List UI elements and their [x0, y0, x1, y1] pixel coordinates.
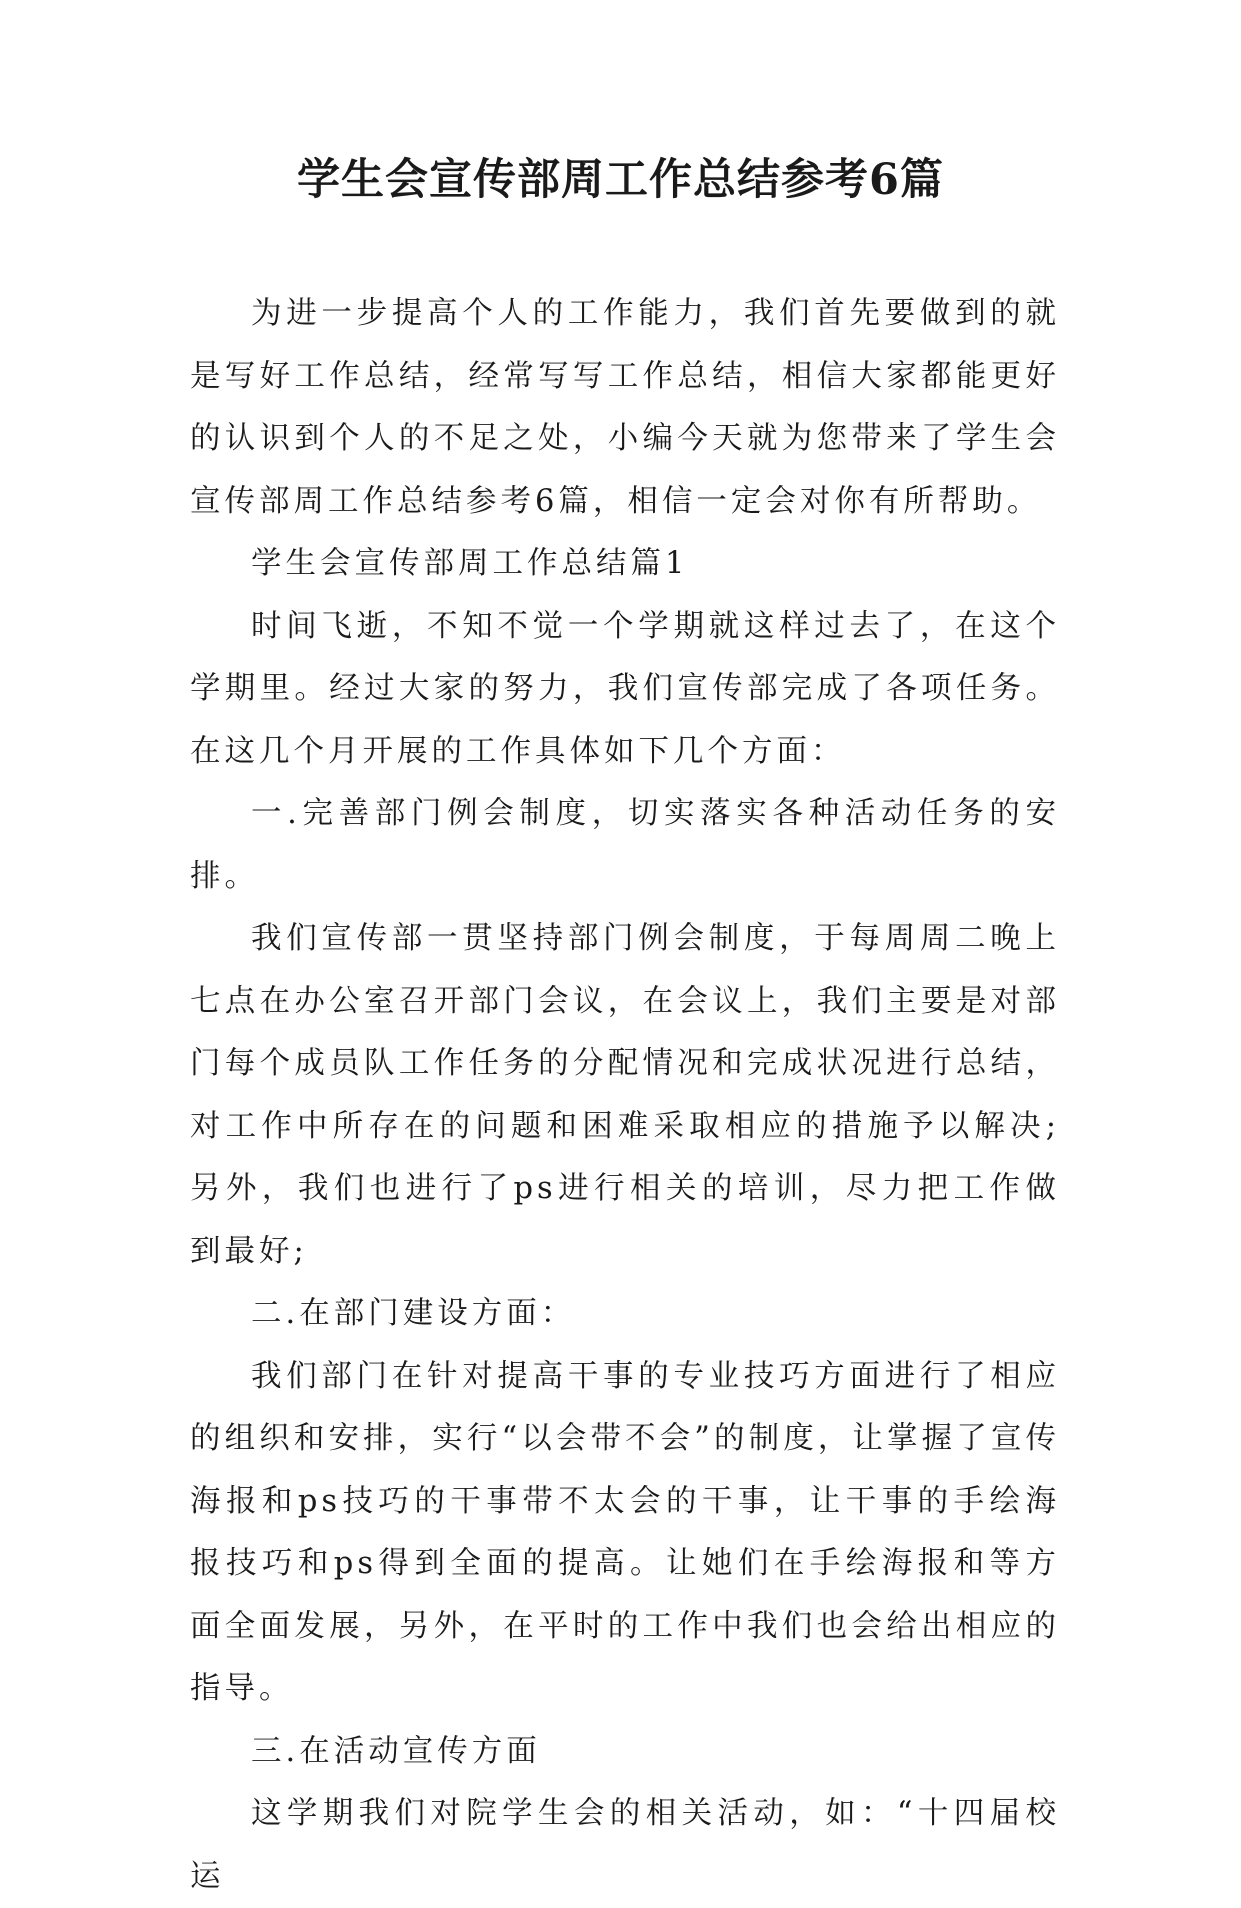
intro-paragraph: 为进一步提高个人的工作能力，我们首先要做到的就是写好工作总结，经常写写工作总结，相信大家都能更好的认识到个人的不足之处，小编今天就为您带来了学生会宣传部周工作总结参考6篇，相信一定会对你有所帮助。: [190, 296, 1060, 519]
body-paragraph: 我们宣传部一贯坚持部门例会制度，于每周周二晚上七点在办公室召开部门会议，在会议上，我们主要是对部门每个成员队工作任务的分配情况和完成状况进行总结，对工作中所存在的问题和困难采取相应的措施予以解决;另外，我们也进行了ps进行相关的培训，尽力把工作做到最好;: [190, 921, 1060, 1269]
item-heading-2: 二.在部门建设方面：: [251, 1296, 576, 1331]
body-paragraph: 这学期我们对院学生会的相关活动，如：“十四届校运: [190, 1796, 1060, 1894]
body-paragraph: 我们部门在针对提高干事的专业技巧方面进行了相应的组织和安排，实行“以会带不会”的制度，让掌握了宣传海报和ps技巧的干事带不太会的干事，让干事的手绘海报技巧和ps得到全面的提高。让她们在手绘海报和等方面全面发展，另外，在平时的工作中我们也会给出相应的指导。: [190, 1358, 1060, 1706]
body-paragraph: 时间飞逝，不知不觉一个学期就这样过去了，在这个学期里。经过大家的努力，我们宣传部完成了各项任务。在这几个月开展的工作具体如下几个方面：: [190, 608, 1060, 769]
section-heading-1: 学生会宣传部周工作总结篇1: [251, 546, 689, 581]
item-heading-1: 一.完善部门例会制度，切实落实各种活动任务的安排。: [190, 796, 1060, 894]
document-title: 学生会宣传部周工作总结参考6篇: [297, 155, 944, 205]
item-heading-3: 三.在活动宣传方面: [251, 1733, 541, 1769]
document-body: [190, 283, 1060, 1908]
